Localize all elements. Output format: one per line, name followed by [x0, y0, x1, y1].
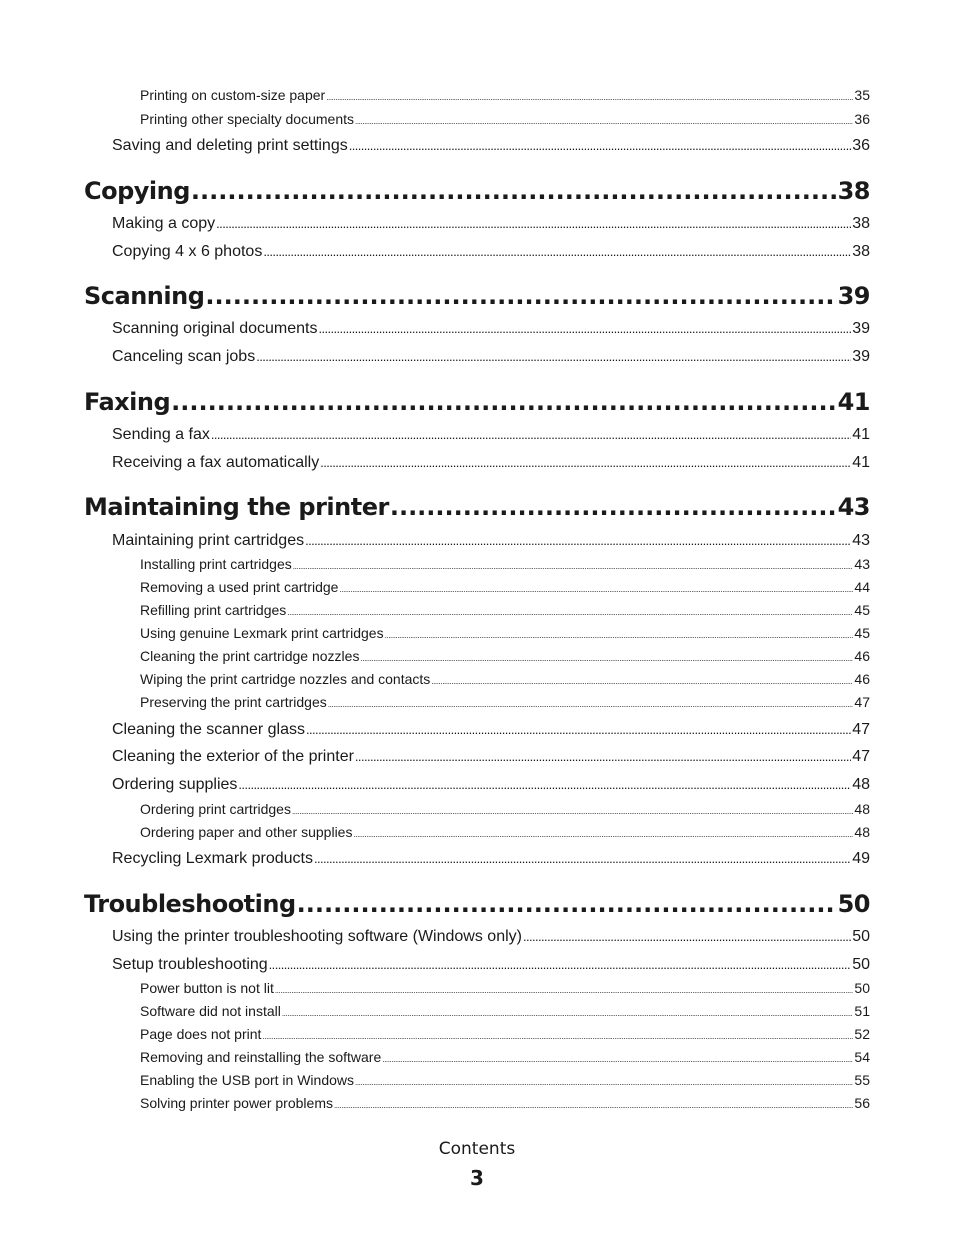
toc-dot-leader	[390, 493, 837, 521]
toc-chapter[interactable]	[84, 282, 870, 312]
toc-section[interactable]	[112, 243, 870, 265]
toc-dot-leader	[238, 777, 851, 792]
toc-dot-leader	[385, 631, 854, 640]
toc-dot-leader	[353, 830, 853, 839]
toc-entry-title: Refilling print cartridges	[140, 602, 287, 618]
toc-dot-leader	[382, 1055, 853, 1064]
toc-dot-leader	[292, 807, 853, 816]
toc-entry-page: 56	[854, 1095, 870, 1111]
toc-entry-title: Receiving a fax automatically	[112, 454, 320, 471]
toc-entry-page: 43	[837, 493, 870, 521]
toc-subsection[interactable]	[140, 980, 870, 999]
toc-entry-title: Solving printer power problems	[140, 1095, 333, 1111]
toc-entry-title: Preserving the print cartridges	[140, 694, 327, 710]
toc-subsection[interactable]	[140, 1072, 870, 1091]
toc-entry-title: Installing print cartridges	[140, 556, 292, 572]
toc-entry-page: 41	[852, 454, 870, 471]
toc-section[interactable]	[112, 956, 870, 978]
toc-dot-leader	[328, 700, 854, 709]
toc-entry-title: Making a copy	[112, 215, 216, 232]
toc-section[interactable]	[112, 776, 870, 798]
toc-entry-title: Troubleshooting	[84, 890, 296, 918]
toc-entry-page: 41	[837, 388, 870, 416]
toc-dot-leader	[318, 321, 851, 336]
toc-entry-page: 39	[852, 348, 870, 365]
toc-entry-page: 39	[852, 320, 870, 337]
toc-entry-page: 48	[854, 824, 870, 840]
toc-entry-title: Recycling Lexmark products	[112, 850, 313, 867]
toc-entry-page: 51	[854, 1003, 870, 1019]
toc-dot-leader	[334, 1101, 853, 1110]
toc-entry-page: 43	[852, 532, 870, 549]
toc-entry-title: Cleaning the print cartridge nozzles	[140, 648, 360, 664]
toc-entry-page: 46	[854, 648, 870, 664]
toc-section[interactable]	[112, 348, 870, 370]
toc-subsection[interactable]	[140, 111, 870, 130]
toc-section[interactable]	[112, 532, 870, 554]
toc-dot-leader	[523, 929, 851, 944]
toc-dot-leader	[355, 1078, 853, 1087]
toc-entry-title: Setup troubleshooting	[112, 956, 268, 973]
toc-entry-page: 41	[852, 426, 870, 443]
toc-entry-page: 38	[837, 177, 870, 205]
toc-section[interactable]	[112, 137, 870, 159]
toc-subsection[interactable]	[140, 648, 870, 667]
toc-entry-title: Printing other specialty documents	[140, 111, 354, 127]
toc-entry-title: Ordering supplies	[112, 776, 238, 793]
toc-entry-page: 50	[852, 928, 870, 945]
toc-section[interactable]	[112, 721, 870, 743]
toc-entry-title: Using genuine Lexmark print cartridges	[140, 625, 384, 641]
toc-section[interactable]	[112, 454, 870, 476]
toc-entry-page: 48	[854, 801, 870, 817]
toc-entry-page: 44	[854, 579, 870, 595]
toc-entry-page: 49	[852, 850, 870, 867]
footer-section-label: Contents	[438, 1139, 516, 1159]
toc-dot-leader	[282, 1009, 854, 1018]
toc-dot-leader	[171, 388, 836, 416]
toc-entry-page: 35	[854, 87, 870, 103]
toc-dot-leader	[349, 138, 851, 153]
toc-entry-page: 50	[854, 980, 870, 996]
toc-entry-title: Scanning	[84, 282, 205, 310]
toc-entry-title: Printing on custom-size paper	[140, 87, 326, 103]
toc-entry-page: 47	[854, 694, 870, 710]
toc-dot-leader	[314, 851, 851, 866]
toc-entry-title: Cleaning the exterior of the printer	[112, 748, 354, 765]
toc-entry-title: Ordering paper and other supplies	[140, 824, 353, 840]
toc-entry-title: Ordering print cartridges	[140, 801, 291, 817]
toc-dot-leader	[269, 957, 852, 972]
toc-subsection[interactable]	[140, 1049, 870, 1068]
toc-entry-page: 52	[854, 1026, 870, 1042]
toc-section[interactable]	[112, 850, 870, 872]
toc-subsection[interactable]	[140, 1003, 870, 1022]
toc-entry-title: Maintaining print cartridges	[112, 532, 305, 549]
toc-entry-title: Power button is not lit	[140, 980, 274, 996]
toc-entry-title: Software did not install	[140, 1003, 281, 1019]
toc-entry-title: Copying	[84, 177, 190, 205]
toc-subsection[interactable]	[140, 625, 870, 644]
toc-subsection[interactable]	[140, 671, 870, 690]
toc-section[interactable]	[112, 426, 870, 448]
toc-entry-page: 50	[837, 890, 870, 918]
toc-entry-title: Cleaning the scanner glass	[112, 721, 306, 738]
toc-dot-leader	[297, 890, 837, 918]
toc-dot-leader	[262, 1032, 853, 1041]
toc-entry-page: 38	[852, 243, 870, 260]
toc-entry-page: 36	[852, 137, 870, 154]
footer-page-number: 3	[470, 1166, 484, 1190]
toc-chapter[interactable]	[84, 890, 870, 920]
toc-dot-leader	[275, 986, 854, 995]
toc-dot-leader	[205, 282, 836, 310]
toc-subsection[interactable]	[140, 824, 870, 843]
toc-entry-title: Maintaining the printer	[84, 493, 389, 521]
toc-dot-leader	[320, 455, 851, 470]
toc-entry-title: Canceling scan jobs	[112, 348, 256, 365]
toc-entry-title: Faxing	[84, 388, 171, 416]
toc-chapter[interactable]	[84, 177, 870, 207]
toc-dot-leader	[287, 608, 853, 617]
toc-dot-leader	[339, 585, 853, 594]
toc-subsection[interactable]	[140, 694, 870, 713]
toc-entry-page: 45	[854, 602, 870, 618]
toc-entry-page: 45	[854, 625, 870, 641]
toc-dot-leader	[263, 244, 851, 259]
toc-entry-page: 43	[854, 556, 870, 572]
toc-dot-leader	[360, 654, 853, 663]
toc-entry-title: Enabling the USB port in Windows	[140, 1072, 354, 1088]
toc-section[interactable]	[112, 320, 870, 342]
toc-dot-leader	[305, 533, 851, 548]
toc-dot-leader	[216, 216, 851, 231]
toc-entry-title: Sending a fax	[112, 426, 210, 443]
toc-subsection[interactable]	[140, 1095, 870, 1114]
toc-entry-title: Using the printer troubleshooting software (Windows only)	[112, 928, 522, 945]
toc-dot-leader	[256, 349, 851, 364]
toc-section[interactable]	[112, 928, 870, 950]
toc-entry-page: 50	[852, 956, 870, 973]
toc-entry-title: Page does not print	[140, 1026, 262, 1042]
toc-subsection[interactable]	[140, 1026, 870, 1045]
toc-entry-page: 46	[854, 671, 870, 687]
toc-dot-leader	[191, 177, 837, 205]
toc-dot-leader	[306, 722, 851, 737]
toc-entry-title: Scanning original documents	[112, 320, 318, 337]
toc-dot-leader	[326, 93, 853, 102]
toc-chapter[interactable]	[84, 493, 870, 523]
toc-entry-page: 48	[852, 776, 870, 793]
toc-entry-page: 54	[854, 1049, 870, 1065]
toc-section[interactable]	[112, 748, 870, 770]
toc-subsection[interactable]	[140, 602, 870, 621]
toc-entry-page: 47	[852, 748, 870, 765]
toc-entry-page: 36	[854, 111, 870, 127]
toc-entry-page: 47	[852, 721, 870, 738]
toc-subsection[interactable]	[140, 579, 870, 598]
toc-entry-page: 55	[854, 1072, 870, 1088]
toc-subsection[interactable]	[140, 87, 870, 106]
toc-dot-leader	[293, 562, 854, 571]
toc-section[interactable]	[112, 215, 870, 237]
toc-subsection[interactable]	[140, 556, 870, 575]
toc-dot-leader	[431, 677, 853, 686]
toc-dot-leader	[355, 749, 851, 764]
toc-chapter[interactable]	[84, 388, 870, 418]
toc-entry-page: 39	[837, 282, 870, 310]
toc-subsection[interactable]	[140, 801, 870, 820]
toc-entry-title: Wiping the print cartridge nozzles and contacts	[140, 671, 431, 687]
toc-entry-title: Removing and reinstalling the software	[140, 1049, 382, 1065]
toc-entry-page: 38	[852, 215, 870, 232]
toc-dot-leader	[355, 117, 853, 126]
toc-entry-title: Copying 4 x 6 photos	[112, 243, 263, 260]
toc-dot-leader	[211, 427, 851, 442]
toc-entry-title: Saving and deleting print settings	[112, 137, 348, 154]
toc-entry-title: Removing a used print cartridge	[140, 579, 339, 595]
